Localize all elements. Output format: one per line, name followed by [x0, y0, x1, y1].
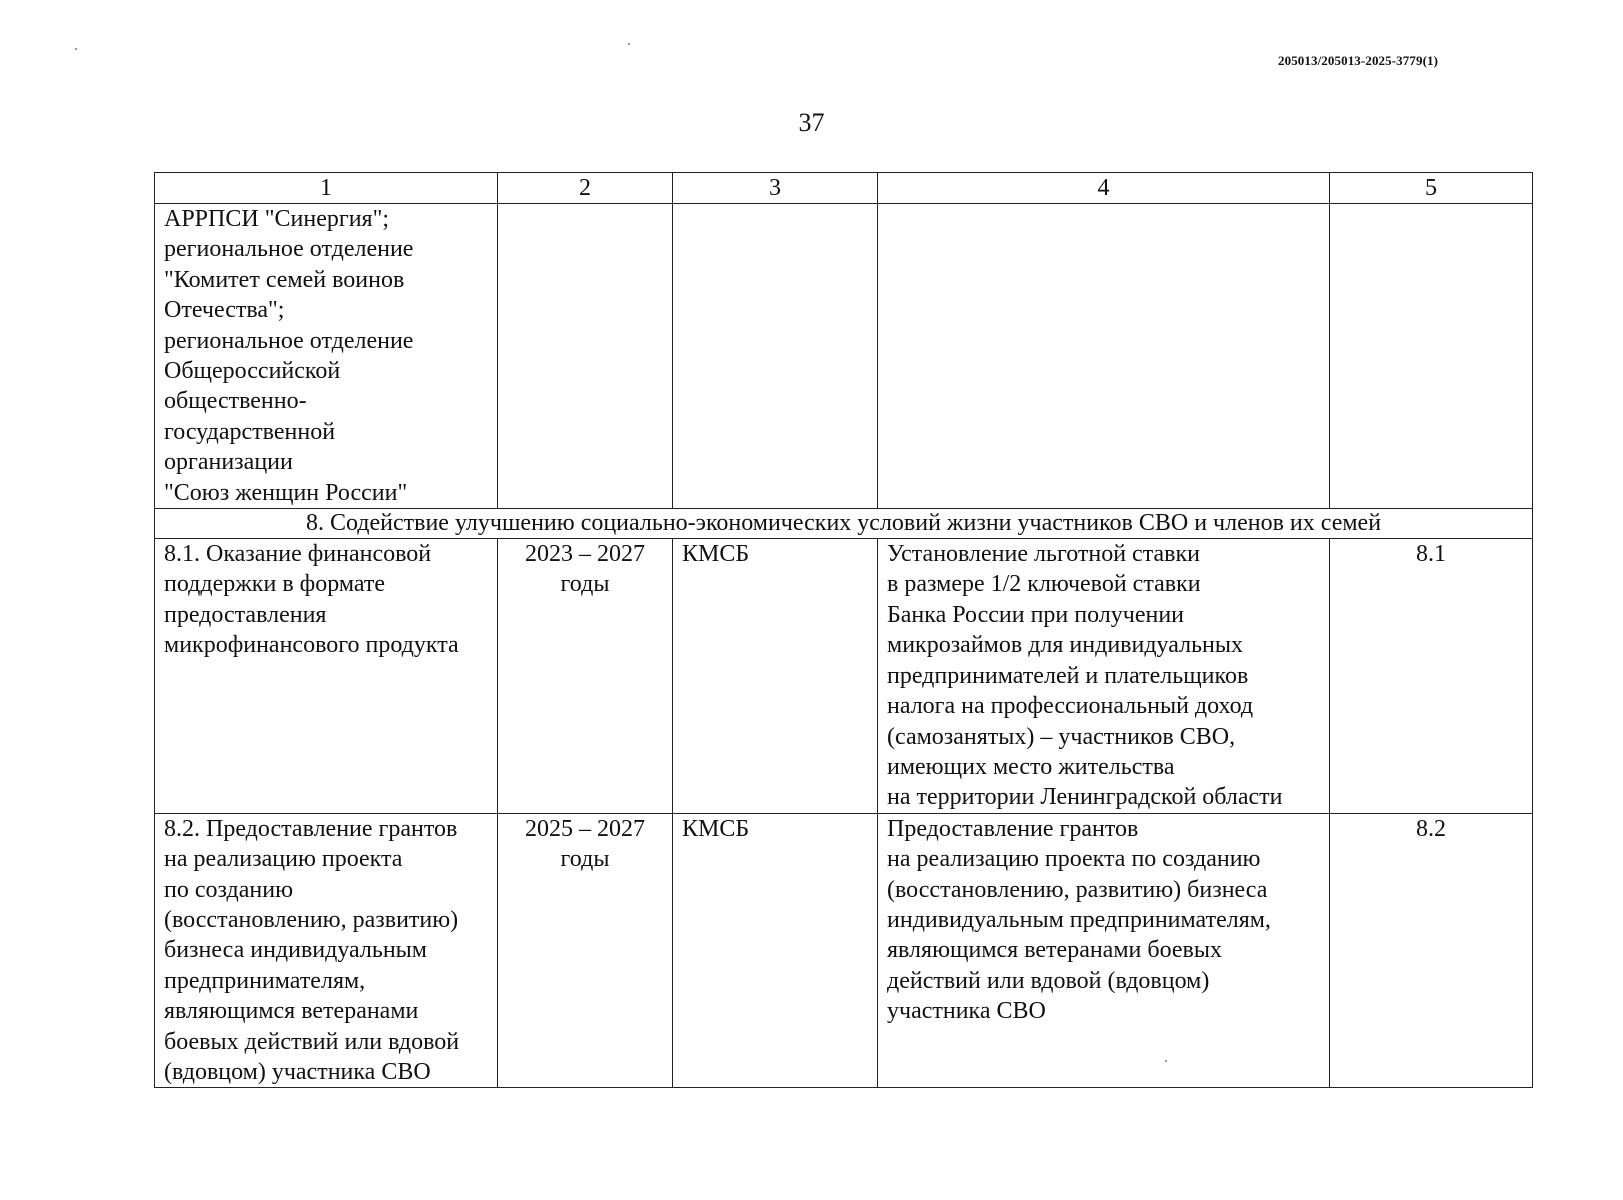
scan-speck — [75, 48, 77, 50]
executor-cell: КМСБ — [673, 813, 878, 1088]
empty-cell-period — [498, 204, 673, 509]
column-number-row — [155, 173, 1533, 204]
scan-speck — [628, 43, 630, 45]
column-number-3: 3 — [673, 173, 878, 204]
measure-cell: 8.2. Предоставление грантов на реализацию проекта по созданию (восстановлению, развитию) бизнеса индивидуальным предпринимателям, являющимся ветеранами боевых действий или вдовой (вдовцом) участника СВО — [155, 813, 498, 1088]
result-cell: Установление льготной ставки в размере 1/2 ключевой ставки Банка России при получении микрозаймов для индивидуальных предпринимателей и плательщиков налога на профессиональный доход (самозанятых) – участников СВО, имеющих место жительства на территории Ленинградской области — [878, 539, 1330, 814]
section-heading-row — [155, 509, 1533, 539]
column-number-2: 2 — [498, 173, 673, 204]
empty-cell-ref — [1330, 204, 1533, 509]
column-number-4: 4 — [878, 173, 1330, 204]
section-heading: 8. Содействие улучшению социально-экономических условий жизни участников СВО и членов их семей — [155, 509, 1533, 539]
executor-cell: КМСБ — [673, 539, 878, 814]
document-id: 205013/205013-2025-3779(1) — [1278, 53, 1439, 68]
ref-cell: 8.1 — [1330, 539, 1533, 814]
page-number: 37 — [798, 108, 825, 137]
measure-cell: 8.1. Оказание финансовой поддержки в формате предоставления микрофинансового продукта — [155, 539, 498, 814]
empty-cell-executor — [673, 204, 878, 509]
measures-table — [154, 172, 1533, 1088]
table-row — [155, 813, 1533, 1088]
period-cell: 2025 – 2027 годы — [498, 813, 673, 1088]
empty-cell-result — [878, 204, 1330, 509]
continuation-row — [155, 204, 1533, 509]
period-cell: 2023 – 2027 годы — [498, 539, 673, 814]
result-cell: Предоставление грантов на реализацию проекта по созданию (восстановлению, развитию) бизнеса индивидуальным предпринимателям, являющимся ветеранами боевых действий или вдовой (вдовцом) участника СВО — [878, 813, 1330, 1088]
ref-cell: 8.2 — [1330, 813, 1533, 1088]
column-number-1: 1 — [155, 173, 498, 204]
participants-cell: АРРПСИ "Синергия"; региональное отделение "Комитет семей воинов Отечества"; региональное отделение Общероссийской общественно- государственной организации "Союз женщин России" — [155, 204, 498, 509]
column-number-5: 5 — [1330, 173, 1533, 204]
table-row — [155, 539, 1533, 814]
scan-speck — [1165, 1060, 1167, 1062]
